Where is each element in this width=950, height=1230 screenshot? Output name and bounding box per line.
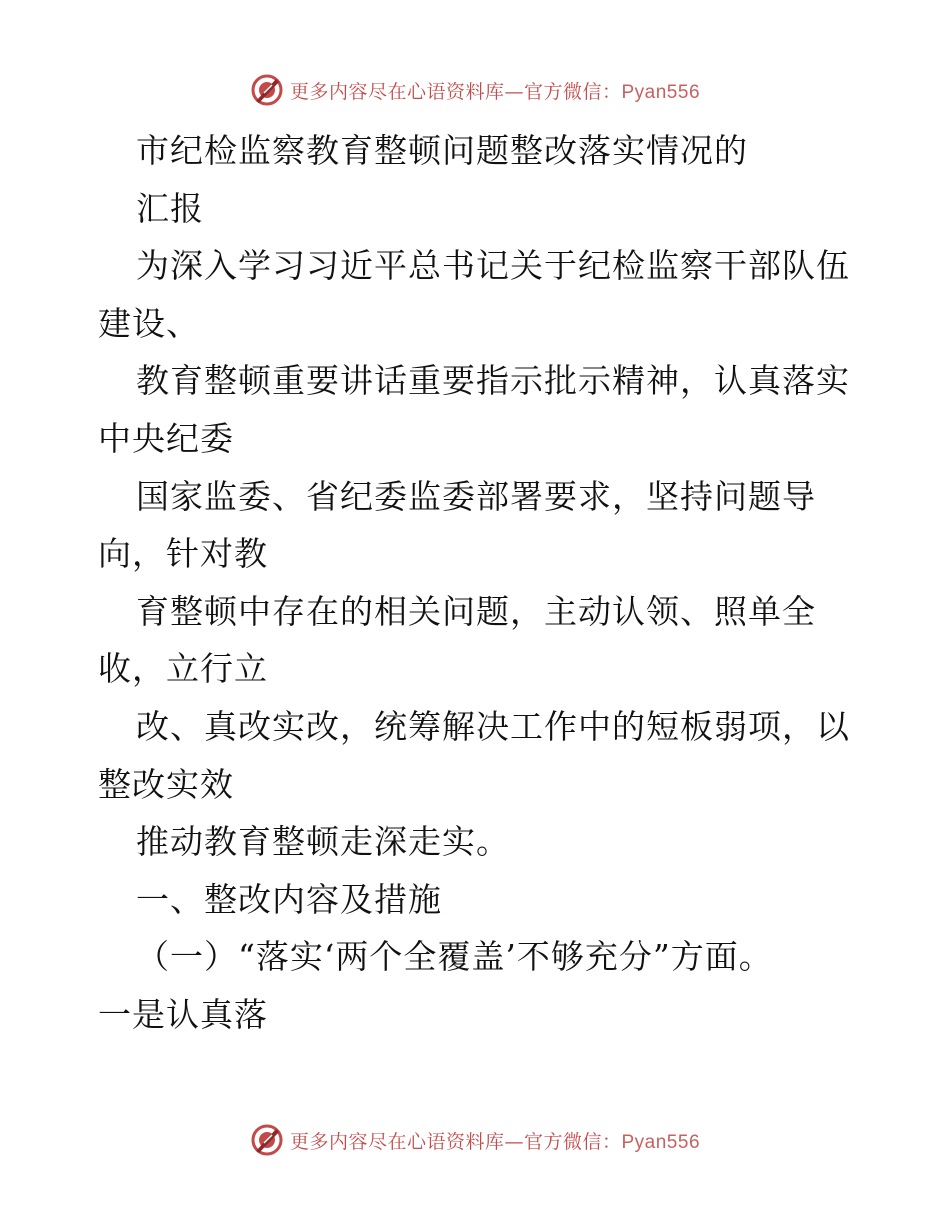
- footer-banner: [0, 1120, 950, 1160]
- document-line: 中央纪委: [98, 418, 234, 458]
- document-line: 推动教育整顿走深走实。: [136, 822, 510, 862]
- footer-banner-label: 更多内容尽在心语资料库—官方微信：: [289, 1130, 622, 1153]
- header-wechat-id: Pyan556: [621, 81, 701, 103]
- document-line: 教育整顿重要讲话重要指示批示精神，认真落实: [136, 361, 850, 401]
- document-line: 建设、: [98, 303, 200, 343]
- footer-banner-text: [290, 1127, 700, 1154]
- document-line: 育整顿中存在的相关问题，主动认领、照单全: [136, 591, 816, 631]
- document-line: 向，针对教: [98, 534, 268, 574]
- document-line: 一、整改内容及措施: [136, 879, 442, 919]
- document-line: 为深入学习习近平总书记关于纪检监察干部队伍: [136, 246, 850, 286]
- header-banner: [0, 70, 950, 110]
- document-line: 市纪检监察教育整顿问题整改落实情况的: [136, 131, 748, 170]
- document-line: （一）“落实‘两个全覆盖’不够充分”方面。: [136, 937, 773, 977]
- quill-logo-icon: [250, 1123, 284, 1157]
- document-line: 国家监委、省纪委监委部署要求，坚持问题导: [136, 476, 816, 516]
- document-line: 一是认真落: [98, 994, 268, 1034]
- footer-wechat-id: Pyan556: [621, 1131, 701, 1153]
- quill-logo-icon: [250, 73, 284, 107]
- header-banner-label: 更多内容尽在心语资料库—官方微信：: [289, 80, 622, 103]
- document-body: [98, 122, 858, 1044]
- document-line: 汇报: [136, 188, 204, 228]
- header-banner-text: [290, 77, 700, 104]
- document-line: 整改实效: [98, 764, 234, 804]
- document-line: 收，立行立: [98, 649, 268, 689]
- document-line: 改、真改实改，统筹解决工作中的短板弱项，以: [136, 706, 850, 746]
